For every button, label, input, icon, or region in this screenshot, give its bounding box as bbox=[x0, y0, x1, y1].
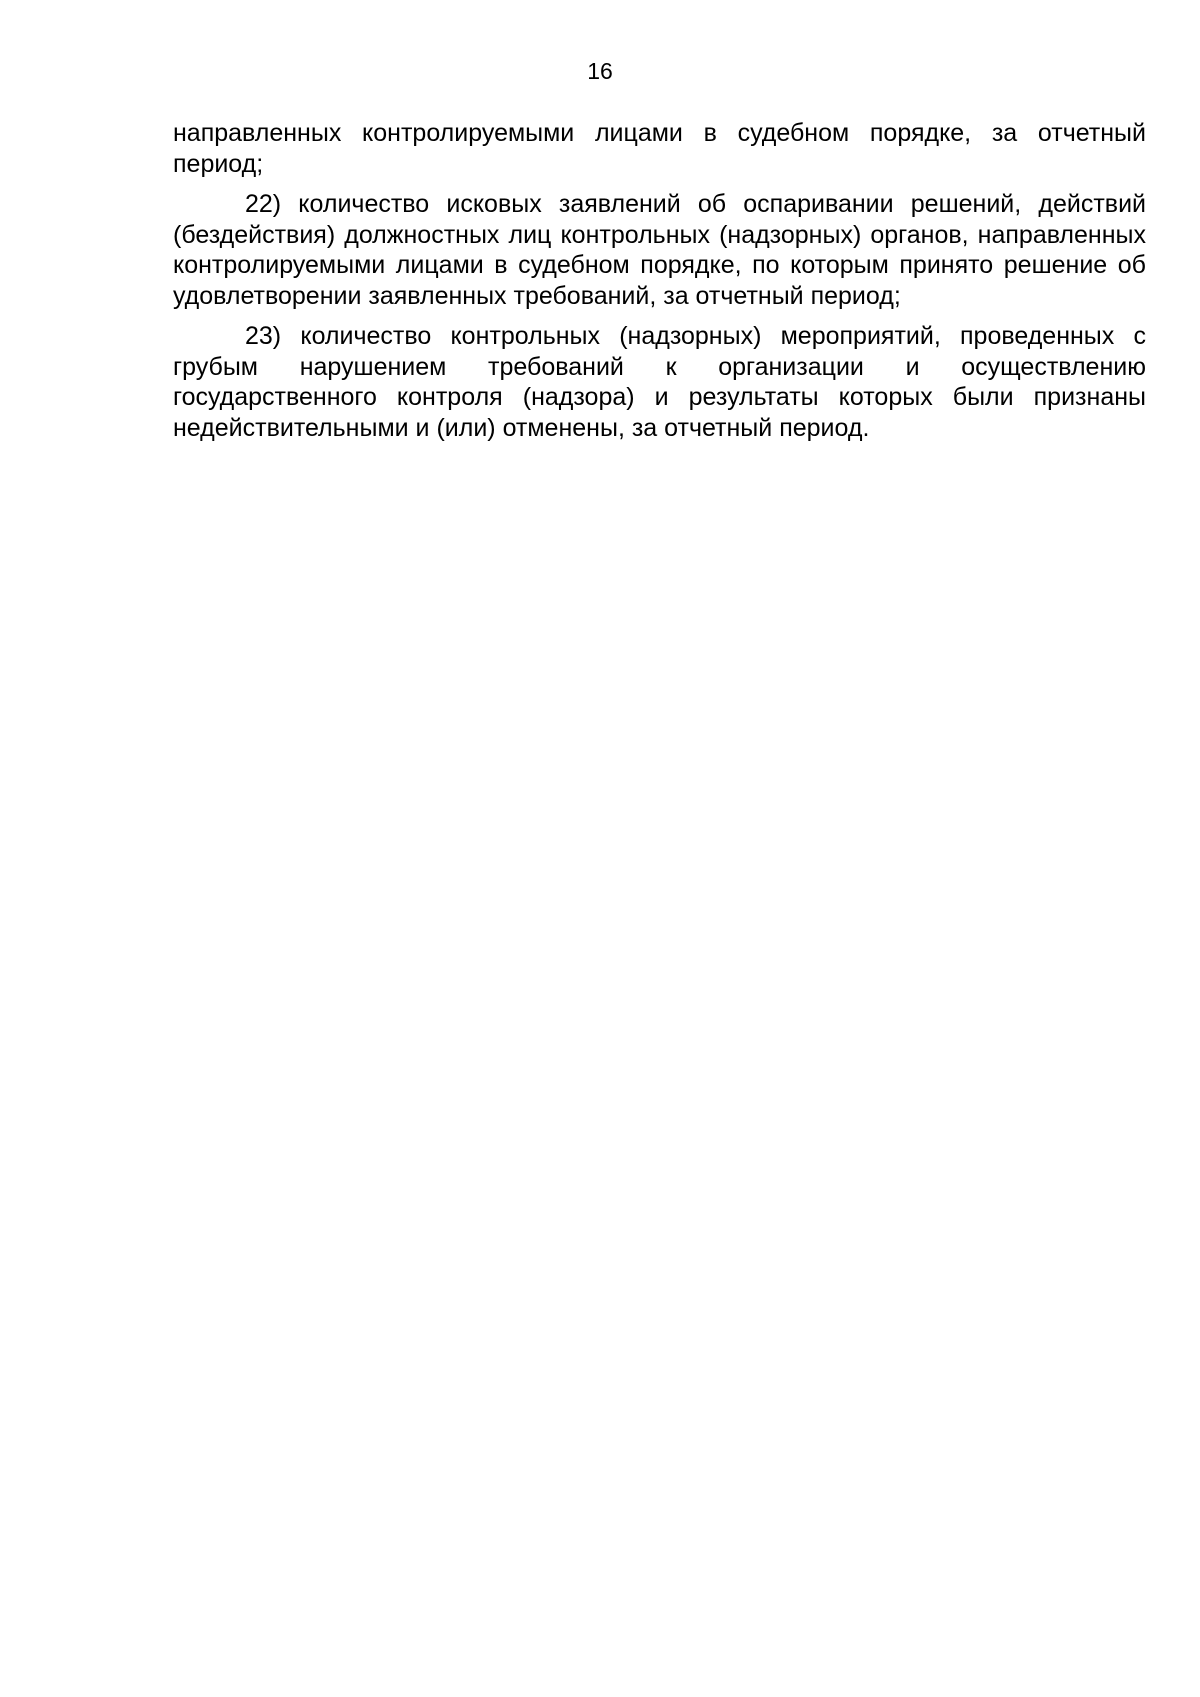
document-body bbox=[173, 118, 1146, 453]
paragraph-item-23: 23) количество контрольных (надзорных) мероприятий, проведенных с грубым нарушением требований к организации и осуществлению государственного контроля (надзора) и результаты которых были признаны недействительными и (или) отменены, за отчетный период. bbox=[173, 322, 1146, 442]
paragraph-continuation: направленных контролируемыми лицами в судебном порядке, за отчетный период; bbox=[173, 119, 1146, 178]
paragraph-item-22: 22) количество исковых заявлений об оспаривании решений, действий (бездействия) должностных лиц контрольных (надзорных) органов, направленных контролируемыми лицами в судебном порядке, по которым принято решение об удовлетворении заявленных требований, за отчетный период; bbox=[173, 190, 1146, 310]
page-number: 16 bbox=[587, 58, 613, 84]
